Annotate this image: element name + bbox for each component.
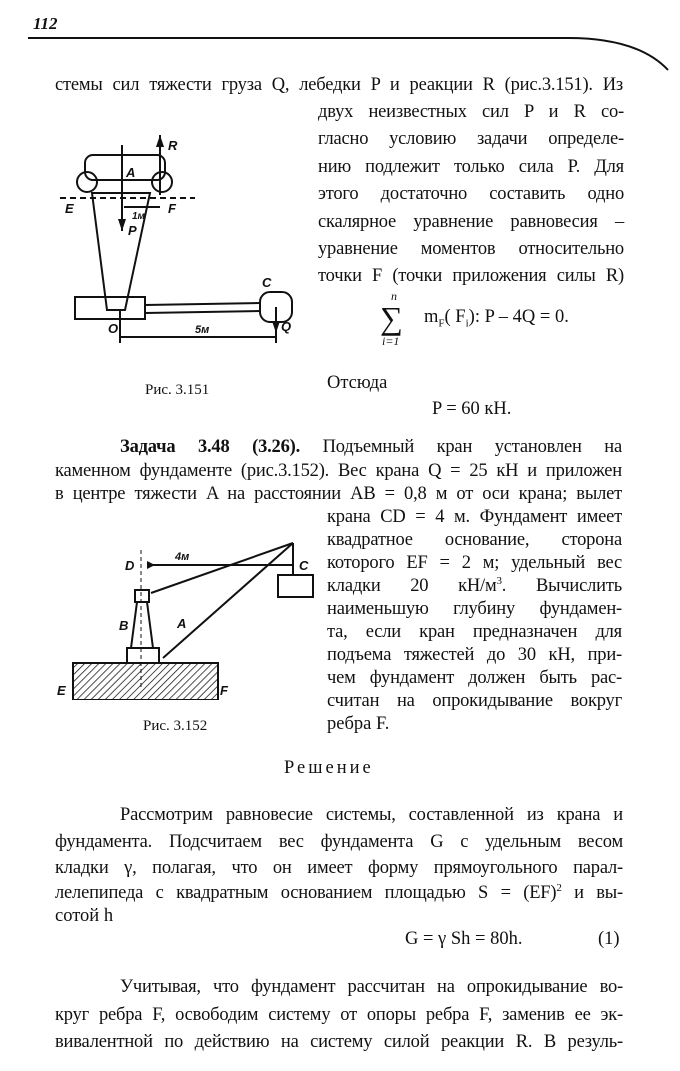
- text-line: крана CD = 4 м. Фундамент имеет: [327, 507, 622, 527]
- label-dist: 4м: [175, 551, 190, 563]
- text-line: стемы сил тяжести груза Q, лебедки P и реакции R (рис.3.151). Из: [55, 75, 623, 95]
- label-C: C: [262, 275, 272, 290]
- text-line: скалярное уравнение равновесия –: [318, 212, 624, 232]
- text-line: Учитывая, что фундамент рассчитан на опрокидывание во-: [120, 977, 623, 997]
- text-line: квадратное основание, сторона: [327, 530, 622, 550]
- label-Q: Q: [281, 319, 292, 334]
- text-line: подъема тяжестей до 30 кН, при-: [327, 645, 622, 665]
- sum-lower: i=1: [382, 334, 400, 348]
- section-heading: Решение: [284, 758, 374, 778]
- text-line: кладки 20 $кН/м^3$. Вычислить: [327, 574, 622, 596]
- hence-label: Отсюда: [327, 373, 388, 393]
- text-line: гласно условию задачи определе-: [318, 129, 624, 149]
- text-line: этого достаточно составить одно: [318, 184, 624, 204]
- label-E: E: [57, 683, 66, 698]
- formula-number: (1): [598, 929, 620, 949]
- label-R: R: [168, 138, 178, 153]
- sum-sign: ∑: [380, 300, 403, 336]
- text-line: фундамента. Подсчитаем вес фундамента G с удельным весом: [55, 832, 623, 852]
- text-line: которого EF = 2 м; удельный вес: [327, 553, 622, 573]
- page-number: 112: [33, 14, 58, 33]
- label-F: F: [168, 201, 176, 216]
- text-line: наименьшую глубину фундамен-: [327, 599, 622, 619]
- text-line: сотой h: [55, 906, 114, 926]
- text-line: кладки γ, полагая, что он имеет форму прямоугольного парал-: [55, 858, 623, 878]
- figure-caption: Рис. 3.152: [143, 718, 208, 734]
- label-dist1: 1м: [132, 211, 145, 222]
- label-C: C: [299, 558, 309, 573]
- label-E: E: [65, 201, 74, 216]
- text-line: считан на опрокидывание вокруг: [327, 691, 622, 711]
- label-A: A: [177, 616, 187, 631]
- text-line: Рассмотрим равновесие системы, составленной из крана и: [120, 805, 623, 825]
- label-A: A: [126, 165, 136, 180]
- figure-caption: Рис. 3.151: [145, 382, 210, 398]
- text-line: лелепипеда с квадратным основанием площадью S = (EF)$^2$ и вы-: [55, 881, 623, 903]
- label-P: P: [128, 223, 137, 238]
- equation-body: $m_F$( $F_i$): P – 4Q = 0.: [424, 307, 569, 330]
- label-dist2: 5м: [195, 324, 210, 336]
- result: P = 60 кН.: [432, 399, 512, 419]
- text-line: уравнение моментов относительно: [318, 239, 624, 259]
- label-O: O: [108, 321, 119, 336]
- text-line: ребра F.: [327, 714, 390, 734]
- figure-3-151: [50, 135, 310, 375]
- sum-upper: n: [391, 289, 397, 303]
- text-line: нию подлежит только сила P. Для: [318, 157, 624, 177]
- problem-line: в центре тяжести A на расстоянии AB = 0,8 м от оси крана; вылет: [55, 484, 622, 504]
- label-F: F: [220, 683, 228, 698]
- text-line: чем фундамент должен быть рас-: [327, 668, 622, 688]
- label-D: D: [125, 558, 135, 573]
- problem-line: Задача 3.48 (3.26). Подъемный кран установлен на: [120, 437, 622, 457]
- label-B: B: [119, 618, 129, 633]
- problem-line: каменном фундаменте (рис.3.152). Вес крана Q = 25 кН и приложен: [55, 461, 622, 481]
- text-line: круг ребра F, освободим систему от опоры ребра F, заменив ее эк-: [55, 1005, 623, 1025]
- formula: G = γ Sh = 80h.: [405, 929, 523, 949]
- text-line: точки F (точки приложения силы R): [318, 266, 624, 286]
- header-rule: [28, 34, 678, 74]
- text-line: двух неизвестных сил P и R со-: [318, 102, 624, 122]
- text-line: вивалентной по действию на систему силой реакции R. В резуль-: [55, 1032, 623, 1052]
- figure-3-152: [55, 530, 325, 700]
- text-line: та, если кран предназначен для: [327, 622, 622, 642]
